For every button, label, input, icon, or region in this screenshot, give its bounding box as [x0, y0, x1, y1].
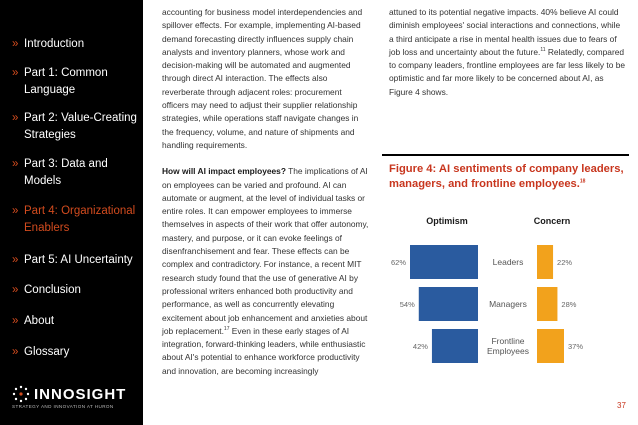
footnote-ref[interactable]: 11: [540, 47, 546, 54]
nav-item[interactable]: [12, 110, 142, 144]
sidebar: [0, 0, 143, 425]
chevron-right-icon: »: [12, 346, 19, 358]
nav-item[interactable]: [12, 313, 142, 330]
nav-item[interactable]: [12, 203, 142, 237]
logo-name: INNOSIGHT: [34, 385, 127, 403]
footnote-ref[interactable]: 17: [223, 326, 230, 333]
category-label: Employees: [486, 346, 530, 356]
category-label: Managers: [489, 299, 527, 309]
category-label: Frontline: [491, 336, 525, 346]
nav-item[interactable]: [12, 36, 142, 53]
body-text: The implications of AI on employees can be varied and profound. AI can automate or augment, at the level of individual tasks or entire roles. It can empower employees to immerse themselves in aspects of their work that offer autonomy, mastery, and purpose, or it can evoke feelings of disenfranchisement and fear. These effects can be complex and contradictory. For instance, a recent MIT research study found that the use of generative AI by professional writers enhanced both productivity and performance, as well as concurrently elevating excitement about job enhancement and anxieties about job replacement.: [162, 166, 369, 336]
body-text: Relatedly, compared to company leaders, frontline employees are far less likely to be optimistic and far more likely to be concerned about AI, as Figure 4 shows.: [389, 46, 626, 97]
data-label-optimism: 54%: [399, 300, 415, 309]
data-label-optimism: 62%: [390, 258, 406, 267]
nav-item-label: Part 1: Common Language: [24, 67, 108, 96]
column-left: [162, 6, 370, 378]
body-paragraph-1: accounting for business model interdependencies and spillover effects. For example, implementing AI-based demand forecasting directly influences supply chain analysts and inventory planners, whose work and decision-making will be automated and augmented through direct AI interaction. The effects also reverberate through adjacent roles: procurement officers may need to adjust their supplier relationship strategies, while operations staff navigate changes in the frequency, volume, and nature of shipments and handling requirements.: [162, 7, 363, 150]
data-label-concern: 28%: [561, 300, 577, 309]
figure-footnote-ref[interactable]: 18: [579, 177, 586, 184]
page-number: 37: [617, 401, 626, 410]
sentiment-chart: [382, 205, 632, 380]
bar-concern: [537, 245, 553, 279]
data-label-concern: 22%: [557, 258, 573, 267]
innosight-logo-mark-icon: [12, 385, 30, 403]
bar-optimism: [410, 245, 478, 279]
nav-item-label: Part 3: Data and Models: [24, 158, 108, 187]
bar-concern: [537, 329, 564, 363]
nav-item[interactable]: [12, 156, 142, 190]
chevron-right-icon: »: [12, 205, 19, 217]
nav-item-label: Conclusion: [24, 284, 81, 296]
nav-item[interactable]: [12, 252, 142, 269]
innosight-logo: [12, 385, 140, 409]
figure-title: [389, 162, 629, 191]
figure-top-rule: [382, 154, 629, 156]
bar-concern: [537, 287, 557, 321]
column-right: [389, 6, 627, 99]
body-text: Even in these early stages of AI integration, forward-thinking leaders, while enthusiastic about AI's potential to enhance workforce productivity and innovation, are becoming increasingly: [162, 325, 366, 376]
body-text: attuned to its potential negative impacts. 40% believe AI could diminish employees' social interactions and connections, while a third anticipate a rise in mental health issues due to fears of job loss and uncertainty about the future.: [389, 7, 621, 57]
nav-item-label: Glossary: [24, 346, 70, 358]
chevron-right-icon: »: [12, 38, 19, 50]
body-paragraph-2: [162, 165, 370, 378]
nav-item-label: Part 5: AI Uncertainty: [24, 254, 133, 266]
nav-item[interactable]: [12, 282, 142, 299]
chevron-right-icon: »: [12, 158, 19, 170]
chevron-right-icon: »: [12, 284, 19, 296]
section-heading: How will AI impact employees?: [162, 166, 286, 177]
body-paragraph-3: [389, 6, 627, 99]
nav-item-label: About: [24, 315, 55, 327]
series-header-optimism: Optimism: [426, 216, 468, 226]
logo-tagline: STRATEGY AND INNOVATION AT HURON: [12, 404, 114, 409]
series-header-concern: Concern: [533, 216, 571, 226]
chevron-right-icon: »: [12, 315, 19, 327]
nav-item-label: Part 2: Value-Creating Strategies: [24, 112, 137, 141]
chevron-right-icon: »: [12, 67, 19, 79]
nav-item-label: Introduction: [24, 38, 85, 50]
chevron-right-icon: »: [12, 112, 19, 124]
category-label: Leaders: [492, 257, 524, 267]
nav-item[interactable]: [12, 65, 142, 99]
figure-title-text: Figure 4: AI sentiments of company leaders, managers, and frontline employees.: [389, 163, 624, 190]
nav-item[interactable]: [12, 344, 142, 361]
bar-optimism: [419, 287, 478, 321]
data-label-optimism: 42%: [412, 342, 428, 351]
chevron-right-icon: »: [12, 254, 19, 266]
data-label-concern: 37%: [568, 342, 584, 351]
bar-optimism: [432, 329, 478, 363]
nav-item-label: Part 4: Organizational Enablers: [24, 205, 136, 234]
